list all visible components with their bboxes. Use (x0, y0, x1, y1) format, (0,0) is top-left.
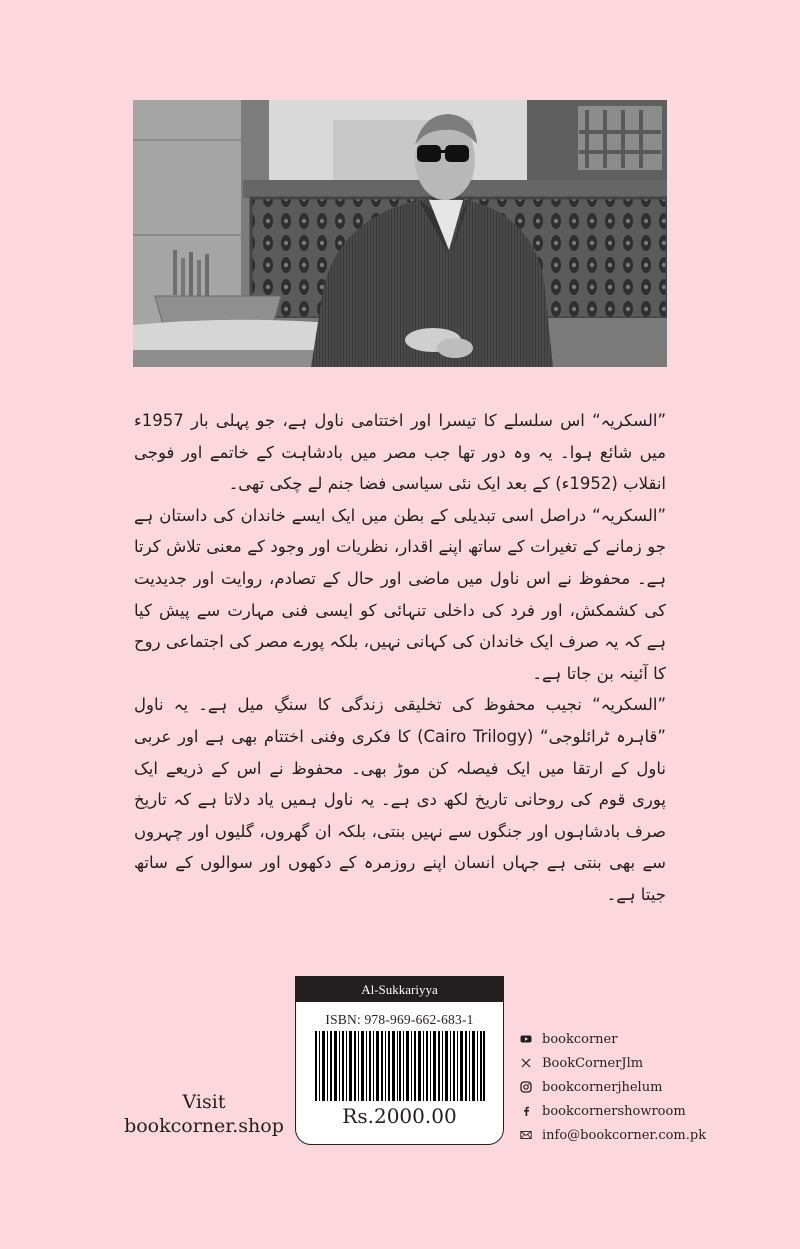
facebook-icon (520, 1105, 532, 1117)
social-item-facebook[interactable] (520, 1099, 706, 1123)
social-label: info@bookcorner.com.pk (542, 1127, 707, 1143)
social-item-youtube[interactable] (520, 1027, 706, 1051)
social-links (520, 1027, 706, 1147)
isbn-label: ISBN: 978-969-662-683-1 (325, 1012, 474, 1027)
mail-icon (520, 1129, 532, 1141)
social-label: bookcornerjhelum (542, 1079, 663, 1095)
instagram-icon (520, 1081, 532, 1093)
barcode-icon (315, 1031, 485, 1101)
blurb-paragraph: ”السکریہ“ اس سلسلے کا تیسرا اور اختتامی ناول ہے، جو پہلی بار 1957ء میں شائع ہوا۔ یہ وہ دور تھا جب مصر میں بادشاہت کے خاتمے اور فوجی انقلاب (1952ء) کے بعد ایک نئی سیاسی فضا جنم لے چکی تھی۔ (134, 411, 666, 494)
social-label: bookcornershowroom (542, 1103, 686, 1119)
youtube-icon (520, 1033, 532, 1045)
social-label: BookCornerJlm (542, 1055, 644, 1071)
blurb-paragraph: ”السکریہ“ دراصل اسی تبدیلی کے بطن میں ایک ایسے خاندان کی داستان ہے جو زمانے کے تغیرات کے ساتھ اپنے اقدار، نظریات اور وجود کے معنی تلاش کرتا ہے۔ محفوظ نے اس ناول میں ماضی اور حال کے تصادم، روایت اور جدیدیت کی کشمکش، اور فرد کی داخلی تنہائی کو ایسی فنی مہارت سے پیش کیا ہے کہ یہ صرف ایک خاندان کی کہانی نہیں، بلکہ پورے مصر کی اجتماعی روح کا آئینہ بن جاتا ہے۔ (134, 505, 666, 683)
social-label: bookcorner (542, 1031, 618, 1047)
author-photo (133, 100, 667, 367)
x-icon (520, 1057, 532, 1069)
book-title-label: Al-Sukkariyya (296, 977, 503, 1002)
social-item-instagram[interactable] (520, 1075, 706, 1099)
blurb-paragraph: ”السکریہ“ نجیب محفوظ کی تخلیقی زندگی کا سنگِ میل ہے۔ یہ ناول ”قاہرہ ٹرائلوجی“ (Cairo Trilogy) کا فکری وفنی اختتام بھی ہے اور عربی ناول کے ارتقا میں ایک فیصلہ کن موڑ بھی۔ محفوظ نے اس کے ذریعے ایک پوری قوم کی روحانی تاریخ لکھ دی ہے۔ یہ ناول ہمیں یاد دلاتا ہے کہ تاریخ صرف بادشاہوں اور جنگوں سے نہیں بنتی، بلکہ ان گھروں، گلیوں اور چہروں سے بھی بنتی ہے جہاں انسان اپنے روزمرہ کے دکھوں اور سوالوں کے ساتھ جیتا ہے۔ (134, 695, 666, 904)
social-item-email[interactable] (520, 1123, 706, 1147)
visit-website (104, 1090, 304, 1138)
visit-label: Visit (182, 1091, 226, 1113)
author-photo-illustration (133, 100, 667, 367)
book-blurb (134, 405, 666, 911)
barcode-price-card (295, 976, 504, 1145)
price-label: Rs.2000.00 (342, 1104, 457, 1128)
social-item-x[interactable] (520, 1051, 706, 1075)
website-link[interactable]: bookcorner.shop (124, 1115, 284, 1137)
